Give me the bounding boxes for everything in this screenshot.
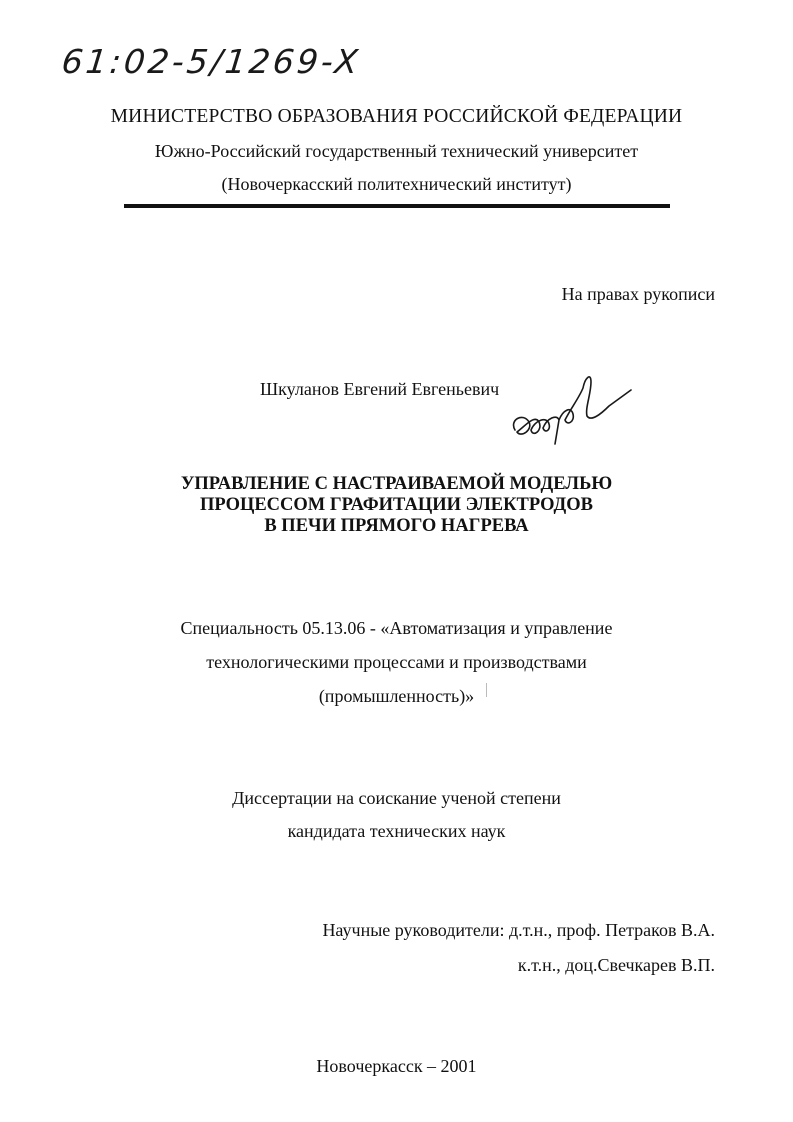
supervisors-line-1: Научные руководители: д.т.н., проф. Петраков В.А. [322,920,715,940]
title-line: УПРАВЛЕНИЕ С НАСТРАИВАЕМОЙ МОДЕЛЬЮ [180,474,613,494]
author-signature [505,368,635,458]
rights-note: На правах рукописи [561,284,715,304]
title-line: В ПЕЧИ ПРЯМОГО НАГРЕВА [264,516,529,536]
specialty-block [0,611,793,713]
author-name: Шкуланов Евгений Евгеньевич [260,379,500,399]
university-name: Южно-Российский государственный технический университет [154,141,639,161]
institute-name: (Новочеркасский политехнический институт) [221,174,572,194]
ministry-heading: МИНИСТЕРСТВО ОБРАЗОВАНИЯ РОССИЙСКОЙ ФЕДЕРАЦИИ [110,106,683,127]
degree-line: Диссертации на соискание ученой степени [232,788,561,808]
city-year: Новочеркасск – 2001 [316,1056,477,1076]
archive-code: 61:02-5/1269-X [59,42,363,81]
supervisors-line-2: к.т.н., доц.Свечкарев В.П. [517,955,715,975]
degree-line: кандидата технических наук [287,821,506,841]
scan-mark [486,683,487,697]
dissertation-title [0,474,793,537]
specialty-line: технологическими процессами и производствами [206,652,587,672]
title-line: ПРОЦЕССОМ ГРАФИТАЦИИ ЭЛЕКТРОДОВ [199,495,594,515]
specialty-line: Специальность 05.13.06 - «Автоматизация и управление [180,618,613,638]
header-divider [124,204,670,208]
degree-block [0,782,793,848]
specialty-line: (промышленность)» [318,686,475,706]
